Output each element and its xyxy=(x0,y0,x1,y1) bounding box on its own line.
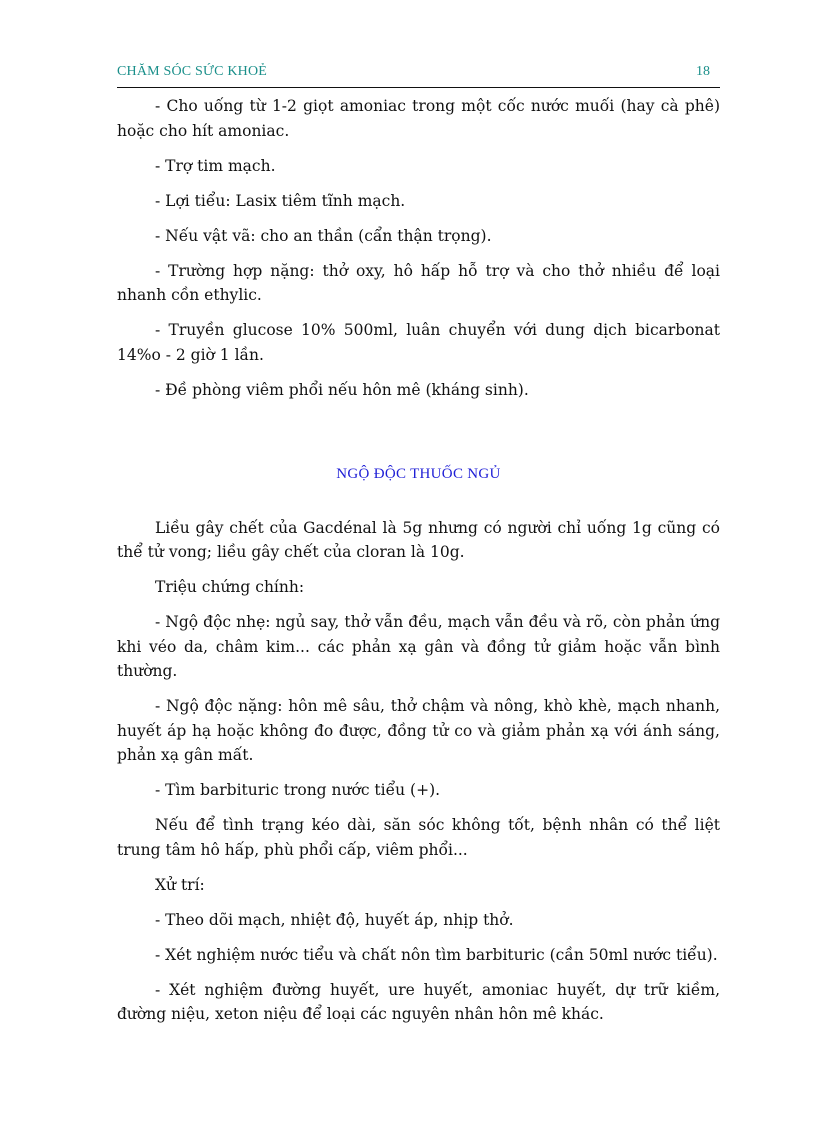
page-number: 18 xyxy=(696,64,710,79)
paragraph: - Trợ tim mạch. xyxy=(155,156,276,175)
paragraph: - Lợi tiểu: Lasix tiêm tĩnh mạch. xyxy=(155,191,406,210)
paragraph: - Nếu vật vã: cho an thần (cẩn thận trọng). xyxy=(155,226,492,245)
paragraph: - Tìm barbituric trong nước tiểu (+). xyxy=(155,781,441,799)
paragraph: - Xét nghiệm đường huyết, ure huyết, amoniac huyết, dự trữ kiềm, đường niệu, xeton niệu để loại các nguyên nhân hôn mê khác. xyxy=(117,980,720,1023)
paragraph: - Trường hợp nặng: thở oxy, hô hấp hỗ trợ và cho thở nhiều để loại nhanh cồn ethylic. xyxy=(117,261,720,304)
section-title: NGỘ ĐỘC THUỐC NGỦ xyxy=(336,466,501,482)
paragraph: Nếu để tình trạng kéo dài, săn sóc không tốt, bệnh nhân có thể liệt trung tâm hô hấp, phù phổi cấp, viêm phổi... xyxy=(117,816,720,859)
paragraph: Liều gây chết của Gacdénal là 5g nhưng có người chỉ uống 1g cũng có thể tử vong; liều gây chết của cloran là 10g. xyxy=(117,518,720,561)
page-header xyxy=(117,63,720,88)
header-title: CHĂM SÓC SỨC KHOẺ xyxy=(117,64,268,79)
paragraph: Triệu chứng chính: xyxy=(155,578,305,596)
page-content xyxy=(117,94,720,1037)
paragraph: - Ngộ độc nặng: hôn mê sâu, thở chậm và nông, khò khè, mạch nhanh, huyết áp hạ hoặc không đo được, đồng tử co và giảm phản xạ với ánh sáng, phản xạ gân mất. xyxy=(117,697,720,764)
paragraph: - Theo dõi mạch, nhiệt độ, huyết áp, nhịp thở. xyxy=(155,910,514,929)
paragraph: - Cho uống từ 1-2 giọt amoniac trong một cốc nước muối (hay cà phê) hoặc cho hít amoniac. xyxy=(117,97,720,140)
paragraph: - Đề phòng viêm phổi nếu hôn mê (kháng sinh). xyxy=(155,380,529,399)
paragraph: - Ngộ độc nhẹ: ngủ say, thở vẫn đều, mạch vẫn đều và rõ, còn phản ứng khi véo da, châm kim... các phản xạ gân và đồng tử giảm hoặc vẫn bình thường. xyxy=(117,613,720,680)
paragraph: - Xét nghiệm nước tiểu và chất nôn tìm barbituric (cần 50ml nước tiểu). xyxy=(155,945,718,964)
paragraph: - Truyền glucose 10% 500ml, luân chuyển với dung dịch bicarbonat 14%o - 2 giờ 1 lần. xyxy=(117,321,720,364)
paragraph: Xử trí: xyxy=(155,875,205,894)
